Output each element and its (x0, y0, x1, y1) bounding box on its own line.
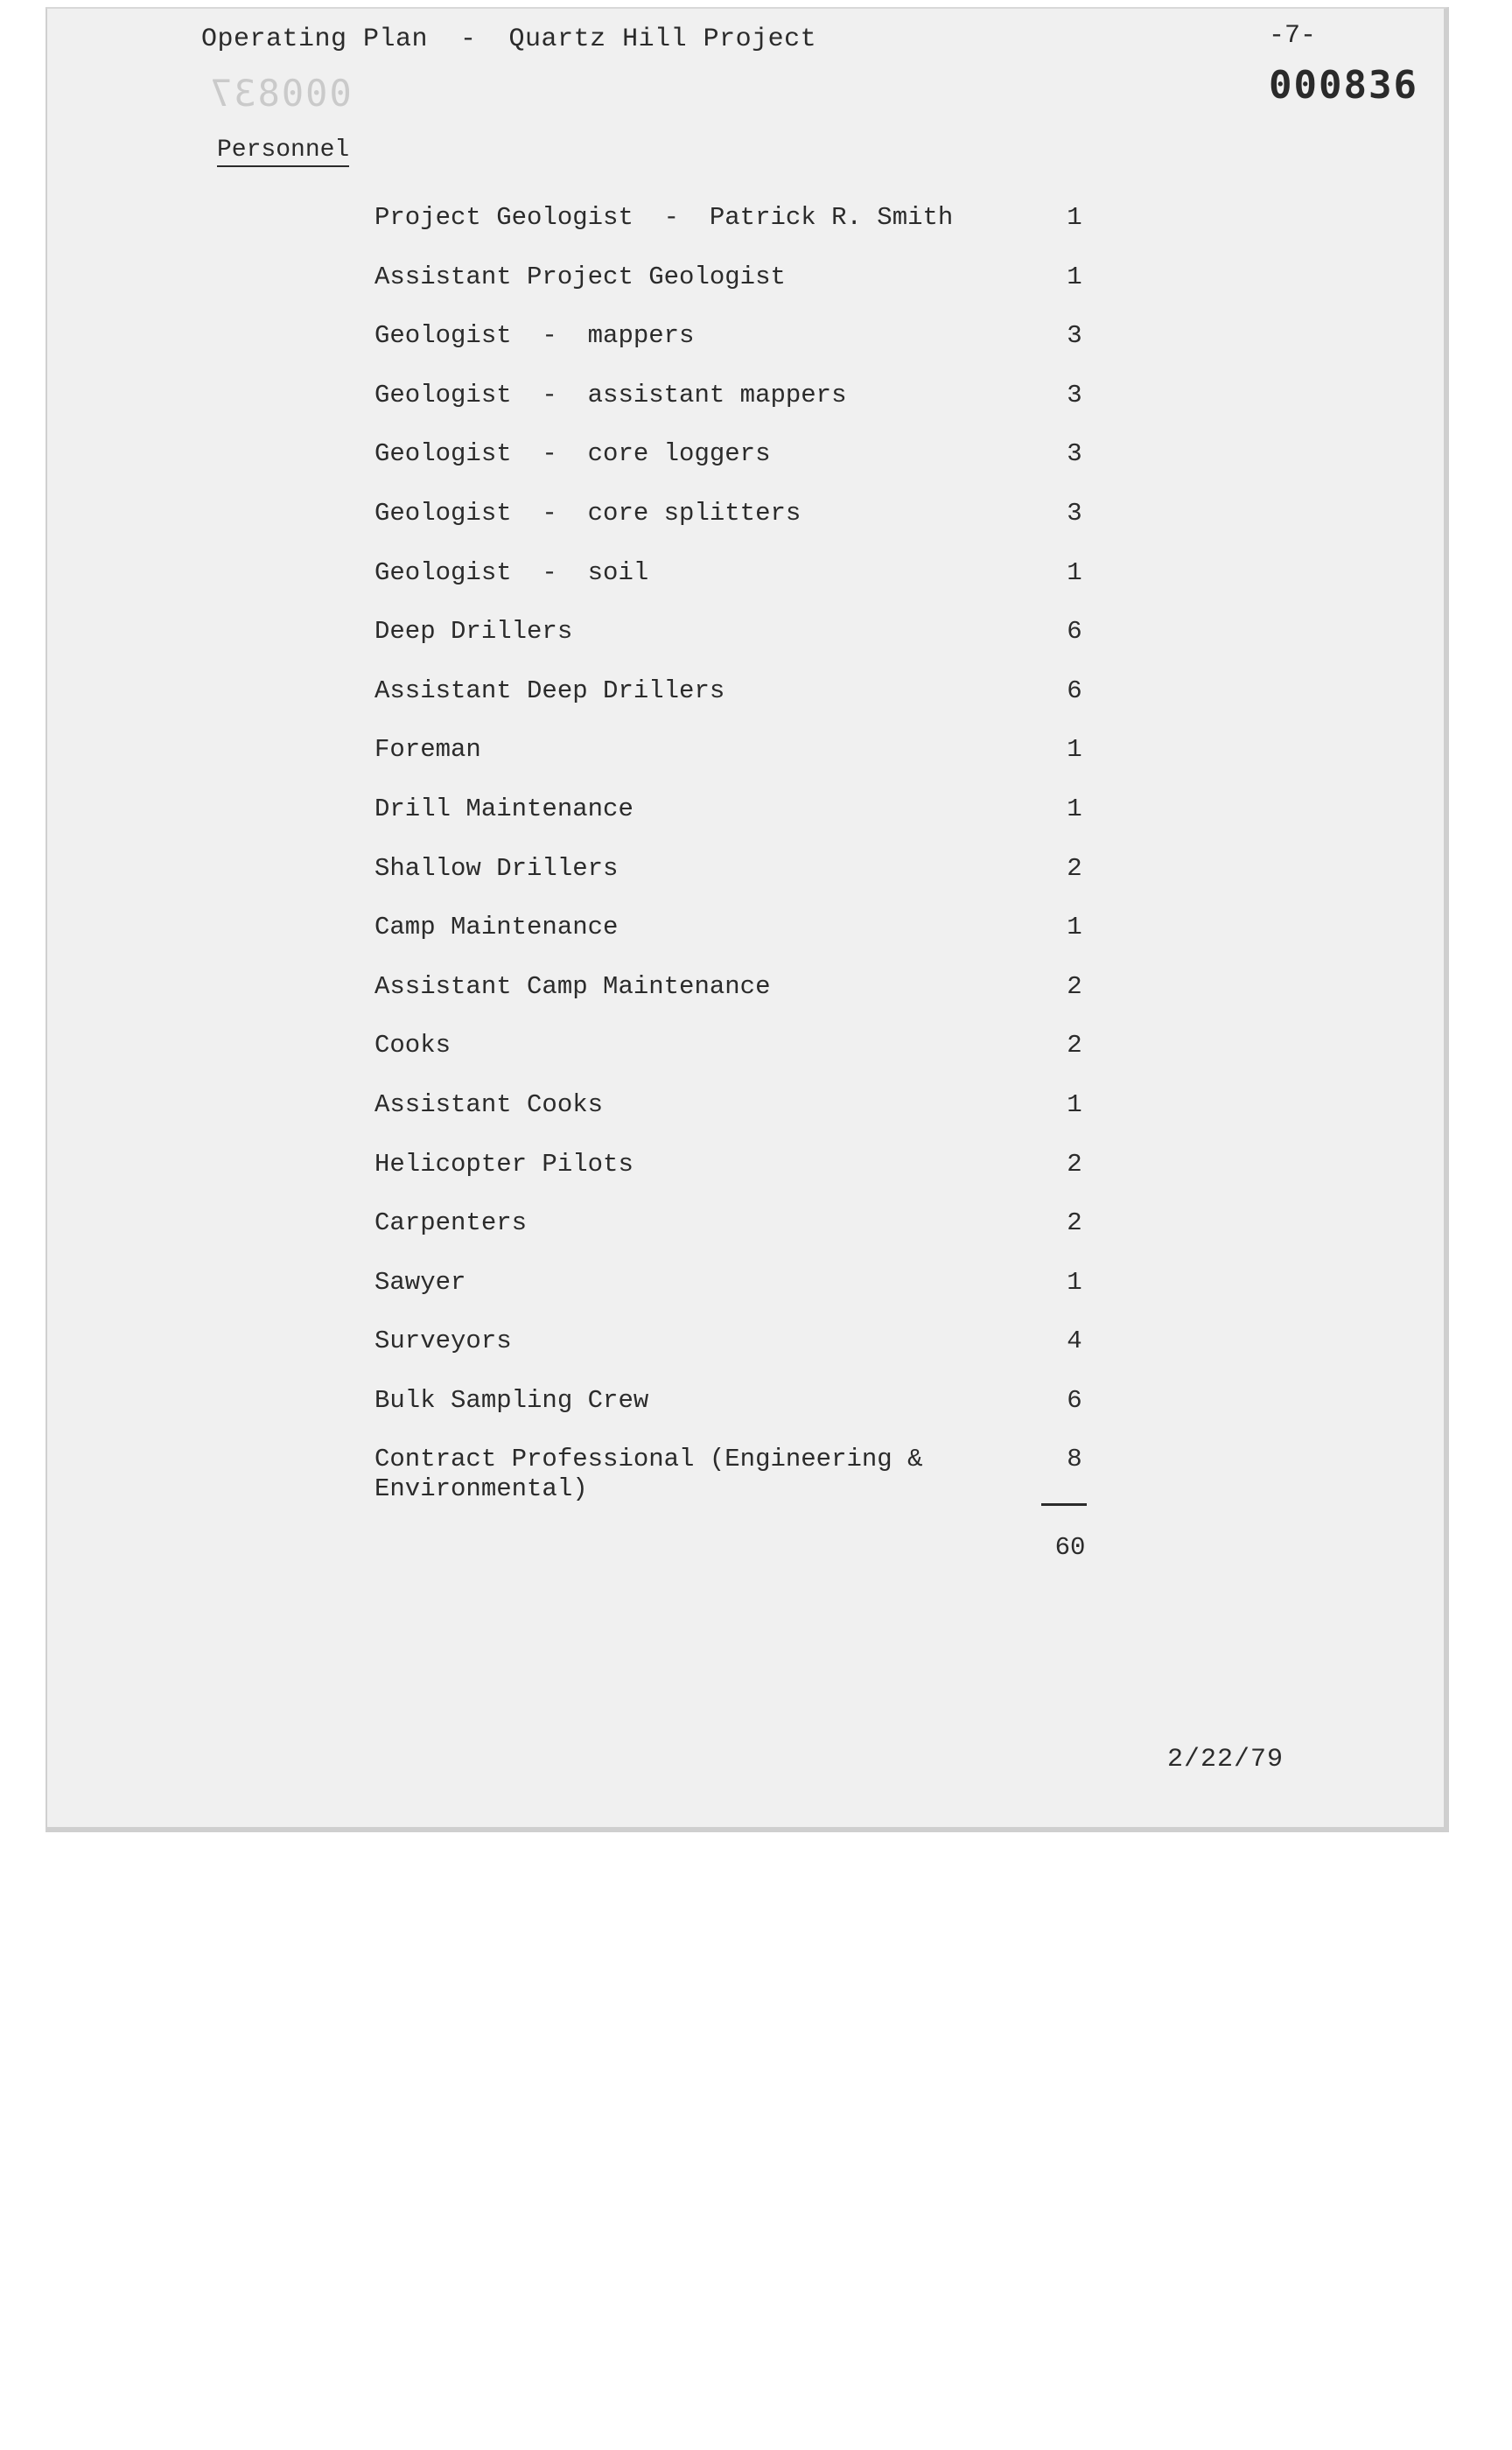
personnel-row (374, 381, 1101, 440)
personnel-row (374, 617, 1101, 676)
role-count: 3 (1067, 321, 1082, 351)
role-label: Assistant Cooks (374, 1089, 604, 1119)
role-label: Surveyors (374, 1326, 512, 1356)
role-label: Geologist - assistant mappers (374, 380, 847, 410)
role-count: 4 (1067, 1326, 1082, 1356)
personnel-row (374, 439, 1101, 499)
role-label: Assistant Camp Maintenance (374, 971, 771, 1001)
personnel-row (374, 735, 1101, 794)
role-label: Geologist - core loggers (374, 439, 771, 469)
role-count: 3 (1067, 439, 1082, 469)
role-label: Deep Drillers (374, 617, 573, 647)
role-label: Cooks (374, 1031, 452, 1060)
role-label: Geologist - core splitters (374, 498, 802, 528)
role-label: Shallow Drillers (374, 853, 619, 883)
role-label: Foreman (374, 735, 481, 765)
bates-number-stamp: 000836 (1269, 63, 1418, 108)
role-label: Sawyer (374, 1267, 466, 1297)
role-count: 1 (1067, 1267, 1082, 1297)
role-label: Project Geologist - Patrick R. Smith (374, 203, 954, 232)
personnel-row (374, 1150, 1101, 1209)
personnel-row (374, 1208, 1101, 1268)
role-count: 1 (1067, 203, 1082, 232)
personnel-total: 60 (1054, 1533, 1086, 1562)
document-date: 2/22/79 (1167, 1745, 1284, 1774)
role-count: 1 (1067, 1089, 1082, 1119)
personnel-row (374, 321, 1101, 381)
role-count: 1 (1067, 794, 1082, 823)
role-count: 2 (1067, 1031, 1082, 1060)
personnel-row (374, 1090, 1101, 1150)
role-label: Carpenters (374, 1208, 528, 1238)
personnel-row (374, 854, 1101, 914)
role-count: 8 (1067, 1445, 1082, 1474)
role-label: Geologist - mappers (374, 321, 695, 351)
role-label: Camp Maintenance (374, 913, 619, 942)
role-label: Geologist - soil (374, 557, 649, 587)
personnel-row (374, 1268, 1101, 1327)
role-count: 1 (1067, 262, 1082, 291)
role-count: 3 (1067, 380, 1082, 410)
personnel-row (374, 1386, 1101, 1446)
personnel-row (374, 1326, 1101, 1386)
role-count: 1 (1067, 913, 1082, 942)
role-label: Assistant Deep Drillers (374, 676, 725, 705)
role-label: Contract Professional (Engineering & Environmental) (374, 1445, 923, 1504)
role-count: 6 (1067, 617, 1082, 647)
bleed-through-stamp: 000837 (208, 72, 352, 115)
role-label: Helicopter Pilots (374, 1149, 634, 1179)
personnel-row (374, 676, 1101, 736)
page-number: -7- (1269, 21, 1317, 51)
personnel-row (374, 972, 1101, 1032)
personnel-row (374, 1031, 1101, 1090)
role-count: 6 (1067, 676, 1082, 705)
personnel-row (374, 913, 1101, 972)
personnel-row (374, 262, 1101, 322)
role-count: 1 (1067, 557, 1082, 587)
personnel-list (374, 203, 1101, 1504)
personnel-row (374, 1445, 1101, 1504)
role-count: 2 (1067, 1149, 1082, 1179)
role-label: Bulk Sampling Crew (374, 1385, 649, 1415)
role-count: 2 (1067, 1208, 1082, 1238)
role-label: Assistant Project Geologist (374, 262, 786, 291)
personnel-row (374, 203, 1101, 262)
role-count: 2 (1067, 853, 1082, 883)
section-heading: Personnel (217, 136, 349, 167)
personnel-row (374, 558, 1101, 618)
role-count: 3 (1067, 498, 1082, 528)
total-underline (1041, 1503, 1087, 1506)
role-count: 2 (1067, 971, 1082, 1001)
personnel-row (374, 499, 1101, 558)
role-count: 1 (1067, 735, 1082, 765)
role-label: Drill Maintenance (374, 794, 634, 823)
document-header-title: Operating Plan - Quartz Hill Project (201, 24, 817, 54)
role-count: 6 (1067, 1385, 1082, 1415)
personnel-row (374, 794, 1101, 854)
